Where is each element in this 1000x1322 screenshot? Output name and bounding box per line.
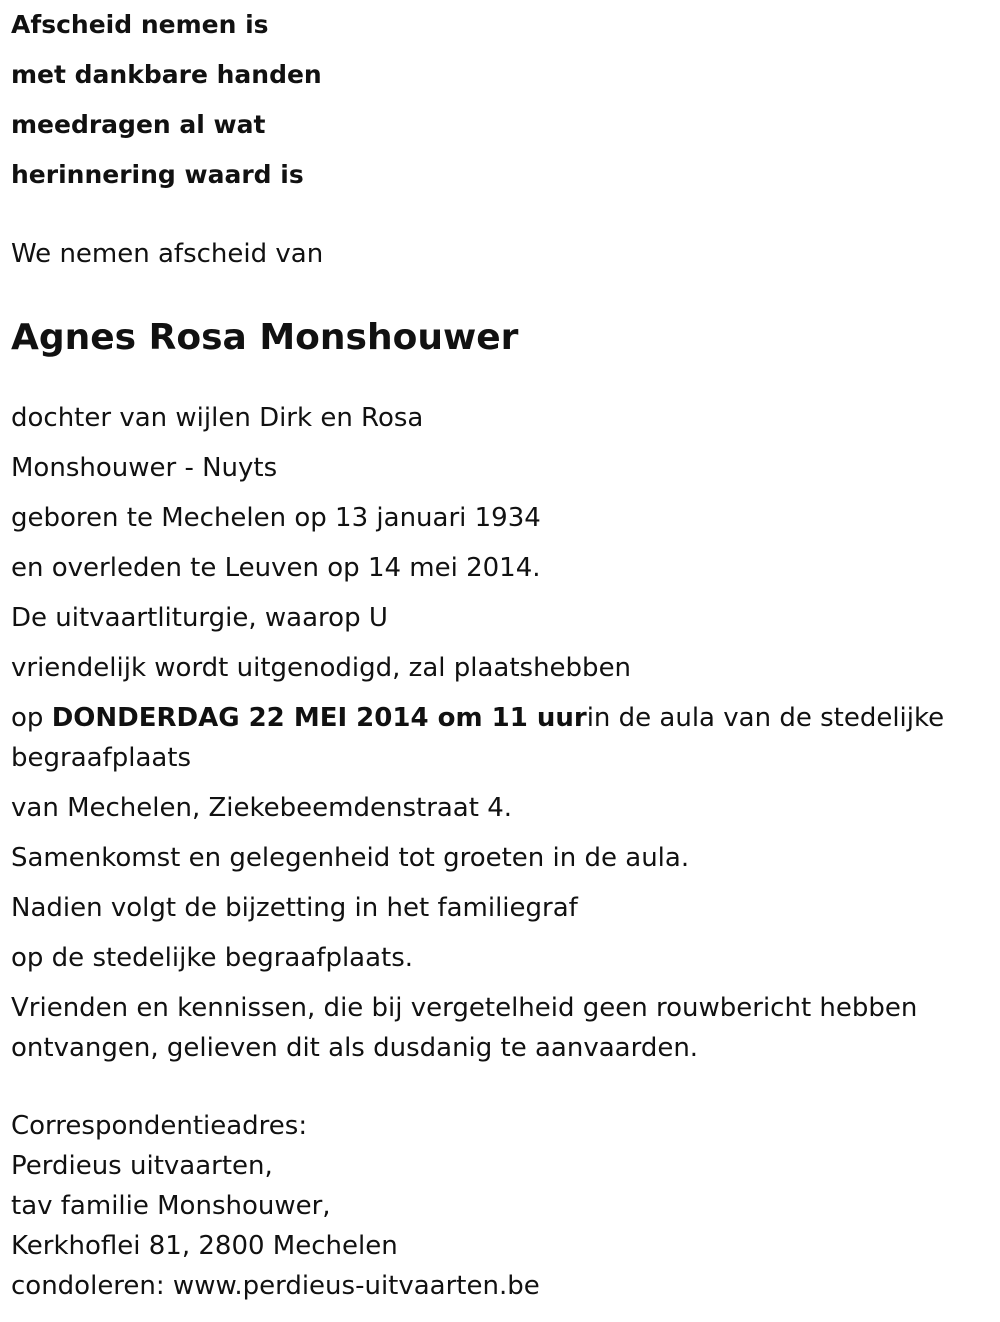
details-section [11, 398, 986, 1068]
parents-surname-line: Monshouwer - Nuyts [11, 453, 278, 483]
correspondence-label: Correspondentieadres: [11, 1111, 308, 1141]
ceremony-date: DONDERDAG 22 MEI 2014 om 11 uur [51, 703, 587, 733]
daughter-of-line: dochter van wijlen Dirk en Rosa [11, 403, 424, 433]
correspondence-block [11, 1106, 986, 1306]
ceremony-date-line [11, 698, 986, 778]
ceremony-address: van Mechelen, Ziekebeemdenstraat 4. [11, 793, 513, 823]
poem-line: met dankbare handen [11, 60, 322, 89]
notice-paragraph: Vrienden en kennissen, die bij vergetelheid geen rouwbericht hebben ontvangen, gelieven dit als dusdanig te aanvaarden. [11, 993, 918, 1063]
deceased-name: Agnes Rosa Monshouwer [11, 317, 519, 358]
poem-line: herinnering waard is [11, 160, 304, 189]
liturgy-line-2: vriendelijk wordt uitgenodigd, zal plaatshebben [11, 653, 632, 683]
funeral-company: Perdieus uitvaarten, [11, 1151, 273, 1181]
date-suffix: in de aula van de stedelijke begraafplaats [11, 703, 945, 773]
death-notice [11, 0, 986, 1306]
interment-line-1: Nadien volgt de bijzetting in het familiegraf [11, 893, 578, 923]
condolence-website: condoleren: www.perdieus-uitvaarten.be [11, 1271, 540, 1301]
death-line: en overleden te Leuven op 14 mei 2014. [11, 553, 541, 583]
poem-line: meedragen al wat [11, 110, 266, 139]
interment-line-2: op de stedelijke begraafplaats. [11, 943, 414, 973]
gathering-line: Samenkomst en gelegenheid tot groeten in de aula. [11, 843, 690, 873]
birth-line: geboren te Mechelen op 13 januari 1934 [11, 503, 541, 533]
liturgy-line-1: De uitvaartliturgie, waarop U [11, 603, 388, 633]
street-address: Kerkhoflei 81, 2800 Mechelen [11, 1231, 398, 1261]
poem-line: Afscheid nemen is [11, 10, 269, 39]
intro-text: We nemen afscheid van [11, 239, 324, 269]
attention-line: tav familie Monshouwer, [11, 1191, 331, 1221]
date-prefix: op [11, 703, 52, 733]
poem [11, 0, 986, 200]
